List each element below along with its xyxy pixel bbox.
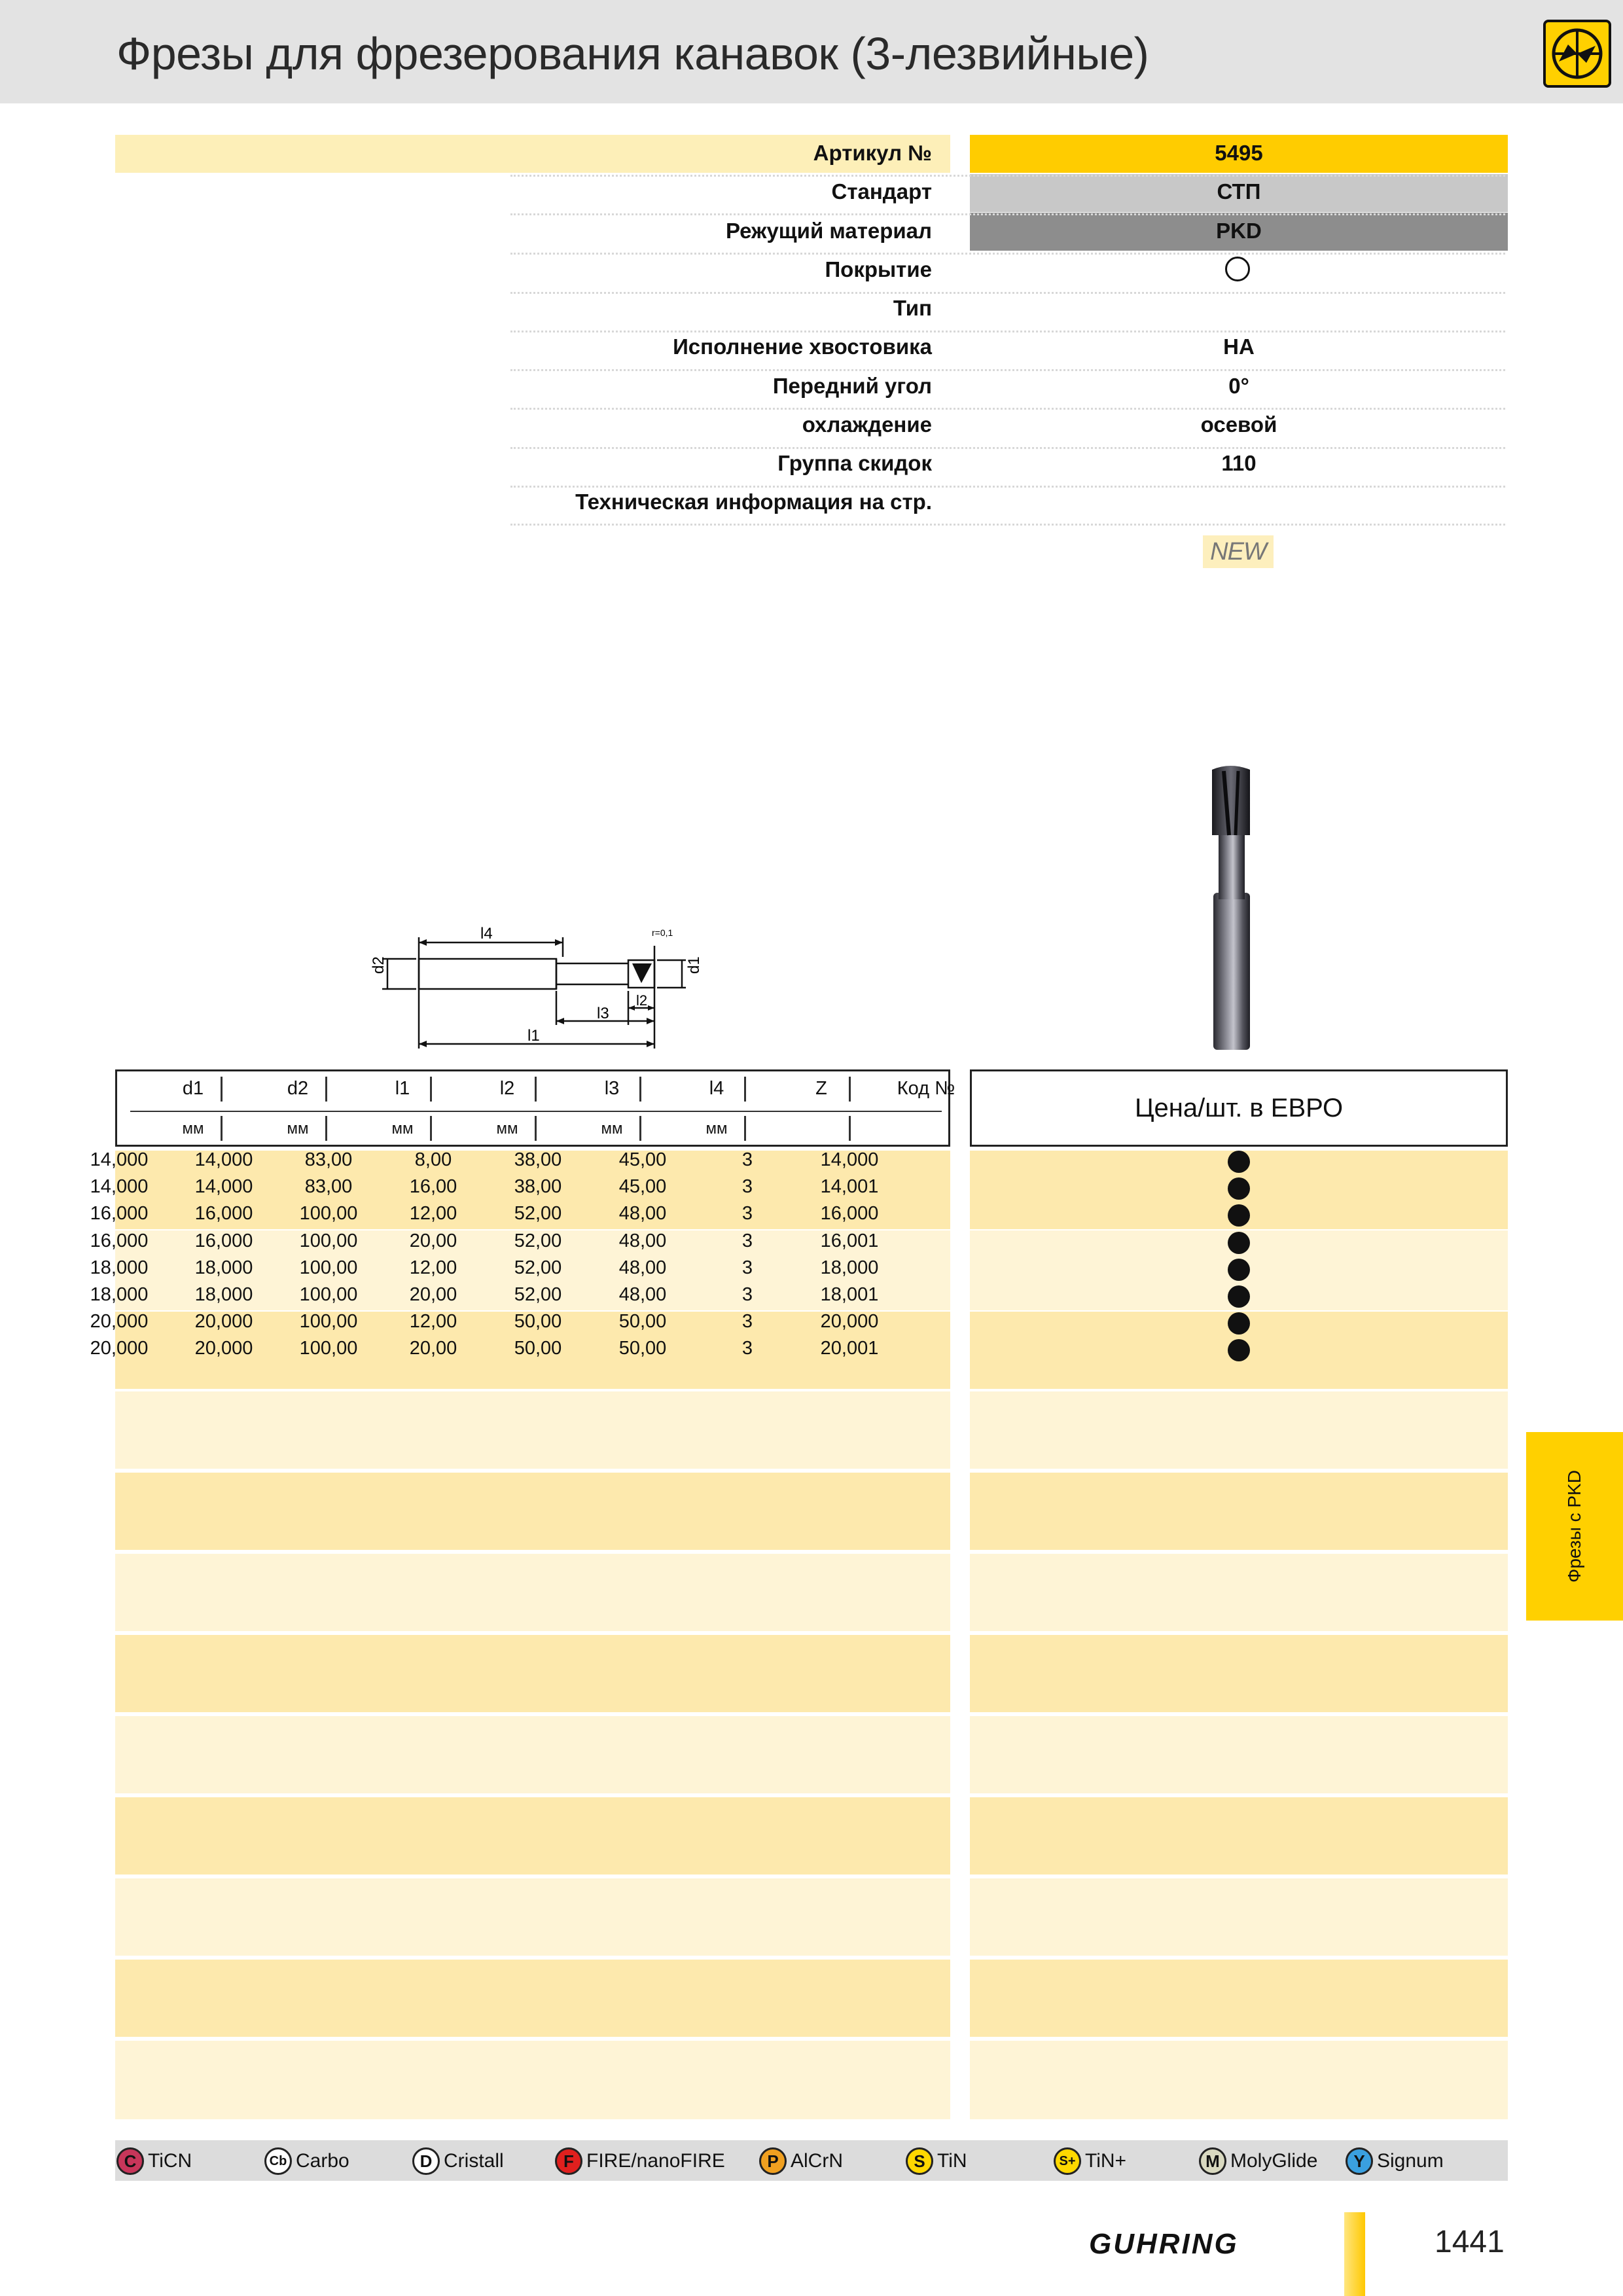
coating-symbol-icon: S — [906, 2147, 933, 2175]
unit-l2: мм — [496, 1120, 518, 1138]
table-cell: 100,00 — [299, 1284, 358, 1305]
dim-l1: l1 — [527, 1027, 540, 1045]
divider — [510, 253, 1505, 255]
coating-label: FIRE/nanoFIRE — [586, 2150, 725, 2172]
divider — [510, 447, 1505, 449]
coating-label: Cristall — [444, 2150, 504, 2172]
divider — [849, 1116, 851, 1141]
page-number: 1441 — [1435, 2225, 1505, 2259]
table-cell: 100,00 — [299, 1203, 358, 1225]
divider — [325, 1116, 327, 1141]
table-band — [115, 1635, 950, 1712]
col-header-l4: l4 — [709, 1078, 724, 1099]
table-cell: 18,000 — [194, 1284, 253, 1305]
table-band — [115, 1716, 950, 1793]
divider — [325, 1077, 327, 1102]
coating-label: TiCN — [148, 2150, 192, 2172]
table-cell: 18,001 — [820, 1284, 879, 1305]
coating-label: AlCrN — [791, 2150, 843, 2172]
dim-radius: r=0,1 — [652, 927, 673, 938]
table-cell: 48,00 — [618, 1203, 667, 1225]
divider — [639, 1077, 641, 1102]
table-cell: 20,000 — [194, 1338, 253, 1359]
table-cell: 3 — [741, 1176, 753, 1198]
unit-l4: мм — [705, 1120, 728, 1138]
attr-label-shank: Исполнение хвостовика — [673, 334, 932, 359]
dim-l4: l4 — [480, 925, 493, 942]
divider — [639, 1116, 641, 1141]
table-cell: 45,00 — [618, 1176, 667, 1198]
table-cell: 52,00 — [514, 1284, 562, 1305]
table-cell: 38,00 — [514, 1176, 562, 1198]
table-cell: 18,000 — [194, 1257, 253, 1278]
attr-value-shank: HA — [1223, 334, 1255, 359]
table-cell: 20,000 — [194, 1311, 253, 1333]
table-cell: 50,00 — [514, 1338, 562, 1359]
table-band — [115, 1473, 950, 1550]
coating-symbol-icon: F — [555, 2147, 582, 2175]
coating-symbol-icon: S+ — [1054, 2147, 1081, 2175]
attr-value-rake-angle: 0° — [1228, 374, 1249, 398]
col-header-z: Z — [815, 1078, 827, 1099]
new-badge: NEW — [1203, 535, 1274, 568]
table-cell: 16,001 — [820, 1230, 879, 1251]
divider — [510, 213, 1505, 215]
table-cell: 14,000 — [90, 1176, 149, 1198]
price-band — [970, 1878, 1508, 1956]
availability-dot-icon — [1228, 1259, 1250, 1281]
table-cell: 50,00 — [618, 1311, 667, 1333]
dim-d2: d2 — [370, 956, 387, 974]
table-cell: 16,000 — [820, 1203, 879, 1225]
coating-symbol-icon: P — [759, 2147, 787, 2175]
availability-dot-icon — [1228, 1232, 1250, 1254]
availability-dot-icon — [1228, 1312, 1250, 1335]
table-band — [115, 1391, 950, 1469]
divider — [510, 292, 1505, 294]
divider — [510, 486, 1505, 488]
unit-l3: мм — [601, 1120, 623, 1138]
coating-label: MolyGlide — [1230, 2150, 1318, 2172]
guhring-logo-icon — [1543, 20, 1611, 88]
col-header-l1: l1 — [395, 1078, 410, 1099]
attr-value-cooling: осевой — [1200, 412, 1277, 437]
coating-symbol-icon: D — [412, 2147, 440, 2175]
price-band — [970, 1716, 1508, 1793]
dim-l3: l3 — [597, 1005, 609, 1022]
table-cell: 14,000 — [194, 1176, 253, 1198]
footer-accent-stripe — [1344, 2212, 1365, 2296]
price-band — [970, 1391, 1508, 1469]
price-band — [970, 1635, 1508, 1712]
availability-dot-icon — [1228, 1151, 1250, 1173]
divider — [535, 1116, 537, 1141]
attr-label-tech-info: Техническая информация на стр. — [575, 490, 932, 514]
table-cell: 100,00 — [299, 1338, 358, 1359]
tool-photo — [1198, 762, 1263, 1056]
table-cell: 52,00 — [514, 1230, 562, 1251]
attr-value-article: 5495 — [1215, 141, 1263, 165]
table-cell: 3 — [741, 1203, 753, 1225]
availability-dot-icon — [1228, 1285, 1250, 1308]
table-cell: 16,000 — [194, 1203, 253, 1225]
coating-symbol-icon: M — [1199, 2147, 1226, 2175]
table-cell: 3 — [741, 1311, 753, 1333]
unit-d2: мм — [287, 1120, 309, 1138]
unit-l1: мм — [391, 1120, 414, 1138]
attr-value-cutting-material: PKD — [1216, 219, 1262, 243]
coating-symbol-icon: C — [116, 2147, 144, 2175]
table-band — [115, 1960, 950, 2037]
brand-wordmark: GUHRING — [1089, 2228, 1239, 2260]
coating-symbol-icon: Cb — [264, 2147, 292, 2175]
table-band — [115, 1878, 950, 1956]
table-cell: 16,000 — [194, 1230, 253, 1251]
price-header: Цена/шт. в ЕВРО — [970, 1069, 1508, 1147]
table-cell: 20,00 — [409, 1284, 457, 1305]
divider — [510, 331, 1505, 332]
attr-label-rake-angle: Передний угол — [772, 374, 932, 398]
divider — [430, 1077, 432, 1102]
coating-label: Signum — [1377, 2150, 1444, 2172]
divider — [130, 1111, 942, 1112]
uncoated-circle-icon — [1225, 257, 1250, 281]
attr-label-type: Тип — [893, 296, 932, 320]
table-cell: 14,000 — [194, 1149, 253, 1170]
attr-label-cooling: охлаждение — [802, 412, 932, 437]
table-cell: 83,00 — [304, 1149, 353, 1170]
table-cell: 20,000 — [820, 1311, 879, 1333]
divider — [744, 1077, 746, 1102]
table-cell: 14,000 — [90, 1149, 149, 1170]
table-cell: 52,00 — [514, 1203, 562, 1225]
table-cell: 52,00 — [514, 1257, 562, 1278]
table-cell: 8,00 — [414, 1149, 452, 1170]
table-band — [115, 1554, 950, 1631]
table-cell: 3 — [741, 1230, 753, 1251]
attr-label-standard: Стандарт — [831, 179, 932, 204]
price-band — [970, 1473, 1508, 1550]
tool-drawing — [359, 910, 703, 1060]
price-band — [970, 1960, 1508, 2037]
table-cell: 3 — [741, 1284, 753, 1305]
table-band — [115, 2041, 950, 2119]
table-cell: 45,00 — [618, 1149, 667, 1170]
divider — [744, 1116, 746, 1141]
table-cell: 18,000 — [90, 1257, 149, 1278]
attr-value-discount-group: 110 — [1221, 451, 1257, 475]
table-cell: 3 — [741, 1338, 753, 1359]
table-cell: 16,000 — [90, 1203, 149, 1225]
coating-label: Carbo — [296, 2150, 349, 2172]
table-cell: 16,000 — [90, 1230, 149, 1251]
divider — [510, 524, 1505, 526]
page-title: Фрезы для фрезерования канавок (3-лезвийные) — [116, 28, 1149, 79]
table-cell: 12,00 — [409, 1311, 457, 1333]
table-cell: 12,00 — [409, 1257, 457, 1278]
attr-label-cutting-material: Режущий материал — [725, 219, 932, 243]
table-cell: 100,00 — [299, 1311, 358, 1333]
table-cell: 12,00 — [409, 1203, 457, 1225]
dim-d1: d1 — [685, 956, 703, 974]
coating-label: TiN — [937, 2150, 967, 2172]
col-header-l3: l3 — [604, 1078, 620, 1099]
table-cell: 16,00 — [409, 1176, 457, 1198]
table-cell: 20,000 — [90, 1338, 149, 1359]
attr-label-discount-group: Группа скидок — [777, 451, 932, 475]
table-cell: 14,000 — [820, 1149, 879, 1170]
divider — [510, 369, 1505, 371]
table-cell: 3 — [741, 1149, 753, 1170]
divider — [535, 1077, 537, 1102]
table-cell: 3 — [741, 1257, 753, 1278]
table-cell: 100,00 — [299, 1257, 358, 1278]
table-cell: 100,00 — [299, 1230, 358, 1251]
table-cell: 20,00 — [409, 1230, 457, 1251]
divider — [849, 1077, 851, 1102]
divider — [430, 1116, 432, 1141]
table-cell: 50,00 — [514, 1311, 562, 1333]
table-cell: 38,00 — [514, 1149, 562, 1170]
table-cell: 83,00 — [304, 1176, 353, 1198]
col-header-l2: l2 — [499, 1078, 515, 1099]
section-tab-label: Фрезы с PKD — [1564, 1470, 1584, 1583]
dim-l2: l2 — [636, 992, 648, 1009]
availability-dot-icon — [1228, 1177, 1250, 1200]
table-cell: 48,00 — [618, 1230, 667, 1251]
table-cell: 18,000 — [820, 1257, 879, 1278]
attr-label-coating: Покрытие — [825, 257, 932, 281]
col-header-d1: d1 — [182, 1078, 204, 1099]
table-cell: 48,00 — [618, 1284, 667, 1305]
unit-d1: мм — [182, 1120, 204, 1138]
table-cell: 20,001 — [820, 1338, 879, 1359]
price-band — [970, 1554, 1508, 1631]
price-band — [970, 1797, 1508, 1874]
attr-label-article: Артикул № — [813, 141, 932, 165]
spec-table-header — [115, 1069, 955, 1147]
table-cell: 18,000 — [90, 1284, 149, 1305]
divider — [221, 1077, 223, 1102]
table-band — [115, 1797, 950, 1874]
divider — [221, 1116, 223, 1141]
table-cell: 14,001 — [820, 1176, 879, 1198]
divider — [510, 408, 1505, 410]
col-header-code: Код № — [897, 1078, 955, 1099]
col-header-d2: d2 — [287, 1078, 309, 1099]
price-band — [970, 2041, 1508, 2119]
attr-value-standard: СТП — [1217, 179, 1261, 204]
divider — [510, 175, 1505, 177]
table-cell: 48,00 — [618, 1257, 667, 1278]
coating-symbol-icon: Y — [1346, 2147, 1373, 2175]
coating-label: TiN+ — [1085, 2150, 1127, 2172]
table-cell: 50,00 — [618, 1338, 667, 1359]
table-cell: 20,00 — [409, 1338, 457, 1359]
table-cell: 20,000 — [90, 1311, 149, 1333]
